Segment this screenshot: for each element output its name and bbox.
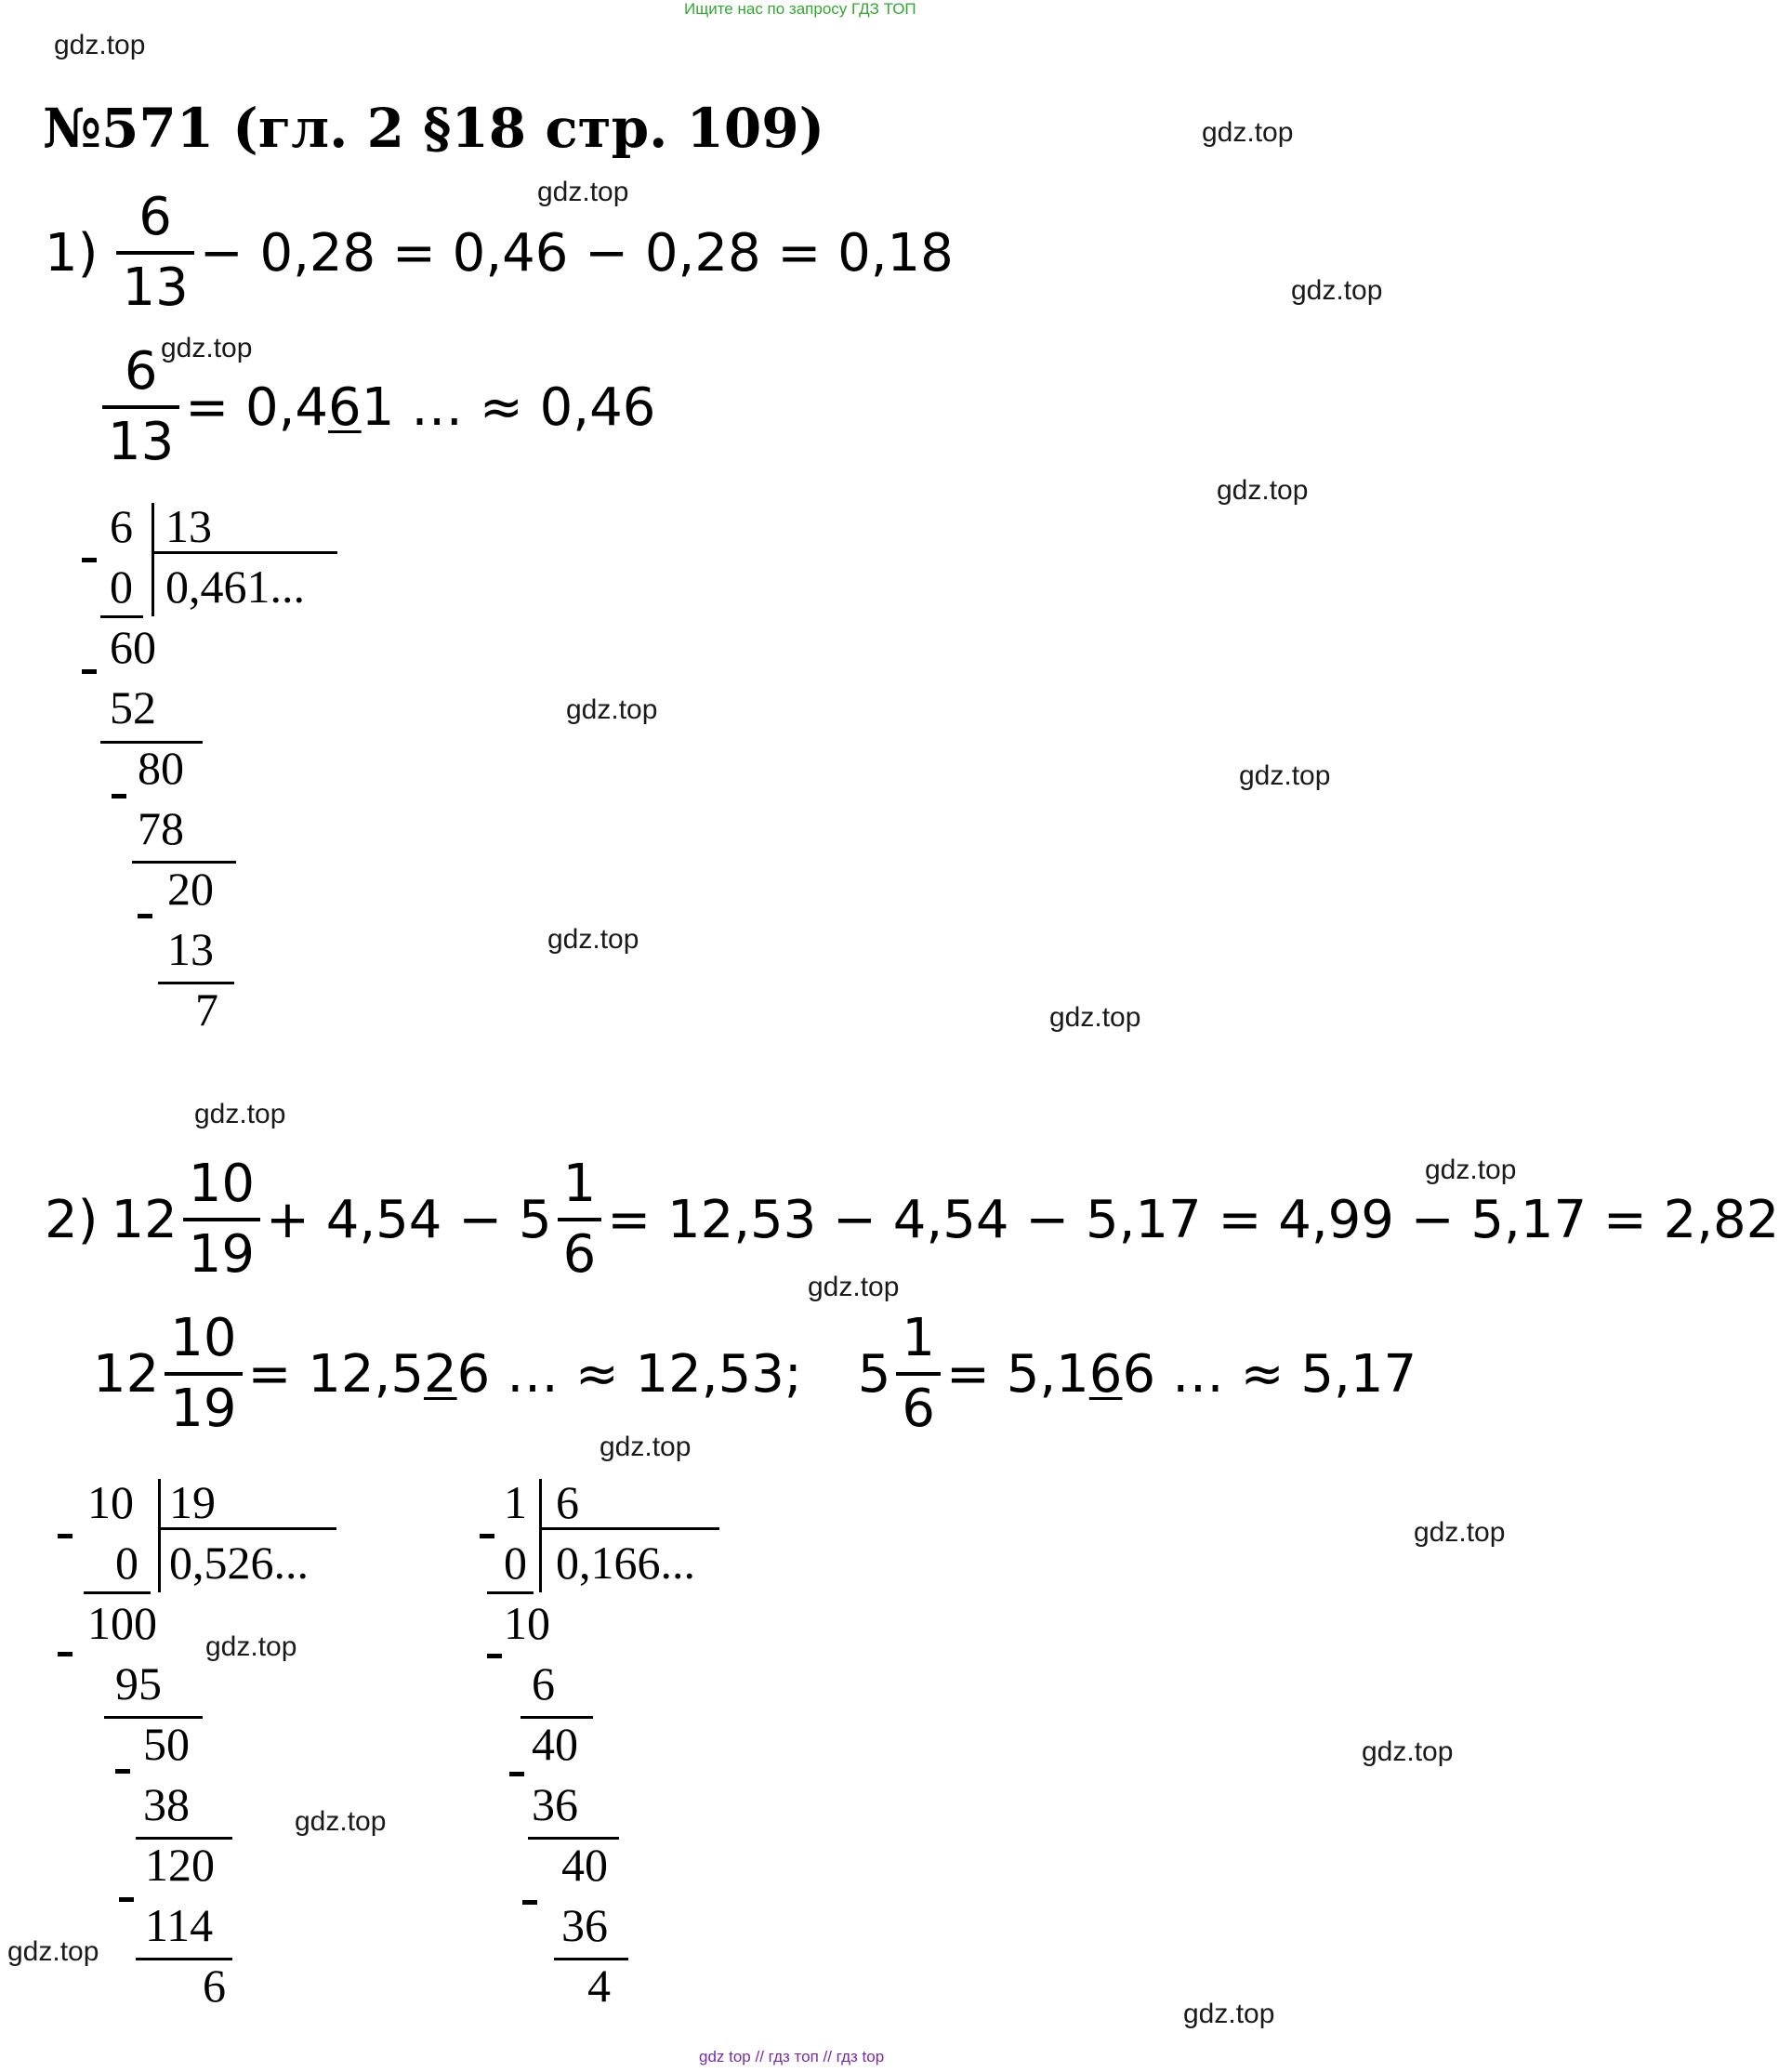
remainder: 4	[587, 1960, 611, 2012]
divisor: 19	[169, 1476, 216, 1528]
division-line	[100, 615, 143, 618]
watermark: gdz.top	[547, 924, 639, 955]
numerator: 1	[902, 1308, 936, 1368]
minus-sign	[509, 1772, 524, 1776]
remainder: 10	[504, 1597, 550, 1649]
numerator: 1	[562, 1154, 597, 1214]
subtrahend: 36	[561, 1899, 608, 1951]
subtrahend: 0	[115, 1537, 138, 1589]
numerator: 6	[124, 341, 158, 402]
minus-sign	[480, 1534, 494, 1538]
quotient: 0,166...	[556, 1537, 695, 1589]
remainder: 60	[110, 621, 156, 673]
watermark: gdz.top	[600, 1432, 692, 1462]
minus-sign	[112, 794, 126, 798]
watermark: gdz.top	[1425, 1155, 1517, 1185]
dividend: 10	[87, 1476, 134, 1528]
approx-value: = 0,4	[185, 376, 329, 438]
remainder: 40	[561, 1839, 608, 1891]
watermark: gdz.top	[161, 333, 253, 363]
subtrahend: 78	[138, 802, 184, 854]
fraction	[116, 187, 193, 318]
whole-part: 12	[93, 1343, 160, 1405]
subtrahend: 0	[504, 1537, 527, 1589]
approx-tail: 6 … ≈ 12,53;	[456, 1343, 802, 1405]
approx-tail: 6 … ≈ 5,17	[1122, 1343, 1417, 1405]
fraction	[183, 1154, 260, 1285]
numerator: 10	[170, 1308, 237, 1368]
watermark: gdz.top	[537, 177, 629, 207]
whole-part: 5	[857, 1343, 891, 1405]
division-bar	[158, 1479, 161, 1592]
quotient: 0,526...	[169, 1537, 309, 1589]
remainder: 20	[167, 863, 214, 915]
quotient: 0,461...	[165, 561, 305, 613]
denominator: 19	[165, 1372, 242, 1435]
denominator: 6	[558, 1218, 602, 1281]
minus-sign	[82, 558, 97, 562]
watermark: gdz.top	[566, 694, 658, 725]
watermark: gdz.top	[1414, 1517, 1506, 1548]
subtrahend: 52	[110, 681, 156, 733]
subtrahend: 0	[110, 561, 133, 613]
watermark: gdz.top	[7, 1936, 99, 1967]
whole-part: 12	[111, 1189, 178, 1250]
remainder: 40	[532, 1718, 578, 1770]
numerator: 10	[188, 1154, 256, 1214]
dividend: 6	[110, 500, 133, 552]
watermark: gdz.top	[194, 1099, 286, 1129]
part1-label: 1)	[45, 222, 99, 284]
denominator: 19	[183, 1218, 260, 1281]
page-title: №571 (гл. 2 §18 стр. 109)	[43, 97, 825, 160]
remainder: 50	[143, 1718, 190, 1770]
approx-value: = 12,5	[247, 1343, 424, 1405]
division-line	[152, 551, 337, 554]
fraction	[558, 1154, 602, 1285]
division-line	[84, 1591, 151, 1594]
fraction	[165, 1308, 242, 1439]
top-banner: Ищите нас по запросу ГДЗ ТОП	[684, 0, 916, 18]
watermark: gdz.top	[1362, 1736, 1454, 1767]
part2-middle: + 4,54 − 5	[266, 1189, 552, 1250]
minus-sign	[58, 1652, 72, 1656]
minus-sign	[115, 1769, 130, 1774]
approx-tail: 1 … ≈ 0,46	[361, 376, 656, 438]
underlined-digit: 6	[1088, 1343, 1123, 1405]
division-line	[539, 1527, 719, 1530]
watermark: gdz.top	[1217, 475, 1309, 506]
subtrahend: 95	[115, 1657, 162, 1709]
part2-rest: = 12,53 − 4,54 − 5,17 = 4,99 − 5,17 = 2,82	[607, 1189, 1779, 1250]
division-line	[487, 1591, 534, 1594]
minus-sign	[487, 1654, 502, 1658]
numerator: 6	[138, 187, 172, 247]
watermark: gdz.top	[54, 30, 146, 60]
remainder: 80	[138, 742, 184, 794]
watermark: gdz.top	[205, 1631, 297, 1662]
subtrahend: 38	[143, 1778, 190, 1830]
remainder: 6	[203, 1960, 226, 2012]
minus-sign	[82, 669, 97, 674]
footer-text: gdz top // гдз топ // гдз top	[699, 2048, 885, 2065]
subtrahend: 114	[145, 1899, 214, 1951]
part2-equation	[45, 1154, 1779, 1285]
watermark: gdz.top	[1239, 760, 1331, 791]
subtrahend: 13	[167, 923, 214, 975]
fraction	[896, 1308, 941, 1439]
part2-label: 2)	[45, 1189, 99, 1250]
divisor: 6	[556, 1476, 579, 1528]
part1-equation	[45, 187, 954, 318]
division-bar	[152, 503, 154, 616]
part1-rest: − 0,28 = 0,46 − 0,28 = 0,18	[199, 222, 954, 284]
watermark: gdz.top	[1183, 1999, 1275, 2029]
minus-sign	[58, 1534, 72, 1538]
watermark: gdz.top	[808, 1272, 900, 1302]
part2-approximation	[93, 1308, 1417, 1439]
underlined-digit: 6	[328, 376, 362, 438]
underlined-digit: 2	[423, 1343, 457, 1405]
minus-sign	[522, 1900, 537, 1905]
subtrahend: 6	[532, 1657, 555, 1709]
fraction	[102, 341, 179, 472]
remainder: 100	[87, 1597, 157, 1649]
watermark: gdz.top	[1291, 275, 1383, 306]
minus-sign	[119, 1897, 134, 1902]
remainder: 7	[195, 983, 218, 1036]
division-bar	[539, 1479, 542, 1592]
minus-sign	[138, 914, 152, 918]
watermark: gdz.top	[1049, 1002, 1141, 1033]
divisor: 13	[165, 500, 212, 552]
approx-value: = 5,1	[946, 1343, 1089, 1405]
dividend: 1	[504, 1476, 527, 1528]
denominator: 13	[116, 251, 193, 314]
remainder: 120	[145, 1839, 215, 1891]
watermark: gdz.top	[295, 1806, 387, 1837]
division-line	[158, 1527, 336, 1530]
denominator: 13	[102, 405, 179, 469]
denominator: 6	[896, 1372, 941, 1435]
subtrahend: 36	[532, 1778, 578, 1830]
watermark: gdz.top	[1202, 117, 1294, 148]
part1-approximation	[97, 341, 656, 472]
